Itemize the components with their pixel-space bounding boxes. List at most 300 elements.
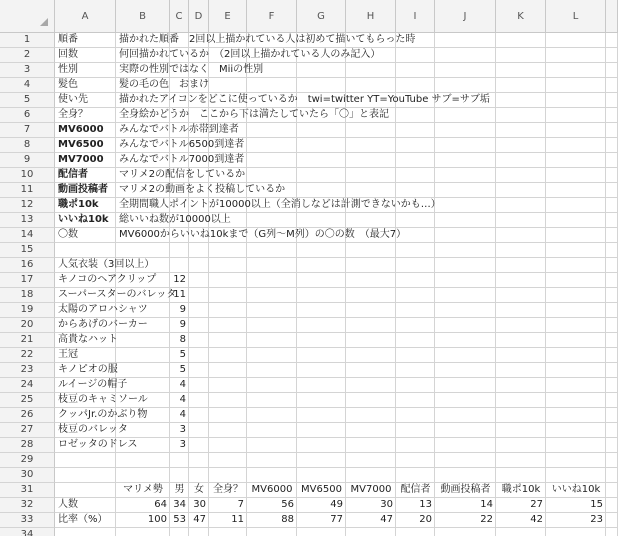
grid-cell[interactable] (189, 528, 209, 536)
row-header[interactable]: 32 (0, 498, 55, 513)
grid-cell[interactable] (189, 258, 209, 273)
grid-cell[interactable] (546, 153, 606, 168)
grid-cell[interactable] (435, 183, 496, 198)
row-header[interactable]: 25 (0, 393, 55, 408)
grid-cell[interactable] (209, 438, 247, 453)
cell-a-label: 配信者 (58, 169, 88, 180)
grid-cell[interactable] (297, 183, 346, 198)
grid-cell[interactable] (435, 393, 496, 408)
grid-cell[interactable] (209, 258, 247, 273)
row-header[interactable]: 5 (0, 93, 55, 108)
grid-cell[interactable] (435, 423, 496, 438)
grid-cell[interactable] (546, 33, 606, 48)
stats-ratio: 47 (193, 514, 206, 525)
grid-cell[interactable] (247, 273, 297, 288)
grid-cell[interactable] (396, 393, 435, 408)
row-header[interactable]: 30 (0, 468, 55, 483)
grid-cell[interactable] (396, 153, 435, 168)
grid-cell[interactable] (209, 423, 247, 438)
row-header[interactable]: 9 (0, 153, 55, 168)
grid-cell[interactable] (346, 528, 396, 536)
grid-cell[interactable] (247, 453, 297, 468)
grid-cell[interactable] (297, 528, 346, 536)
grid-cell[interactable] (396, 453, 435, 468)
row-header[interactable]: 28 (0, 438, 55, 453)
column-header-h[interactable]: H (346, 0, 396, 33)
grid-cell[interactable] (189, 318, 209, 333)
grid-cell[interactable] (209, 528, 247, 536)
grid-cell[interactable] (496, 303, 546, 318)
grid-cell[interactable] (297, 213, 346, 228)
grid-cell[interactable] (396, 168, 435, 183)
row-header[interactable]: 18 (0, 288, 55, 303)
grid-cell[interactable] (297, 378, 346, 393)
grid-cell[interactable] (346, 468, 396, 483)
grid-cell[interactable] (170, 258, 189, 273)
grid-cell[interactable] (209, 348, 247, 363)
cell-a-label: 枝豆のキャミソール (58, 394, 148, 405)
row-header[interactable]: 27 (0, 423, 55, 438)
grid-cell[interactable] (496, 438, 546, 453)
row-header[interactable]: 6 (0, 108, 55, 123)
row-header[interactable]: 34 (0, 528, 55, 536)
grid-cell[interactable] (496, 63, 546, 78)
grid-cell[interactable] (546, 393, 606, 408)
grid-cell[interactable] (170, 243, 189, 258)
grid-cell[interactable] (116, 243, 170, 258)
grid-cell[interactable] (435, 303, 496, 318)
grid-cell[interactable] (209, 303, 247, 318)
grid-cell[interactable] (189, 333, 209, 348)
grid-cell[interactable] (546, 93, 606, 108)
grid-cell[interactable] (189, 408, 209, 423)
grid-cell[interactable] (297, 63, 346, 78)
grid-cell[interactable] (247, 243, 297, 258)
grid-cell[interactable] (297, 243, 346, 258)
grid-cell[interactable] (496, 213, 546, 228)
grid-cell[interactable] (496, 33, 546, 48)
grid-cell[interactable] (297, 288, 346, 303)
grid-cell[interactable] (396, 303, 435, 318)
stats-ratio: 53 (173, 514, 186, 525)
grid-cell[interactable] (247, 438, 297, 453)
grid-cell[interactable] (247, 423, 297, 438)
grid-cell[interactable] (297, 423, 346, 438)
grid-cell[interactable] (546, 108, 606, 123)
grid-cell[interactable] (297, 333, 346, 348)
grid-cell[interactable] (496, 363, 546, 378)
grid-cell[interactable] (297, 393, 346, 408)
grid-cell[interactable] (546, 363, 606, 378)
column-header-a[interactable]: A (55, 0, 116, 33)
grid-cell[interactable] (435, 318, 496, 333)
grid-cell[interactable] (496, 393, 546, 408)
grid-cell[interactable] (396, 378, 435, 393)
grid-cell[interactable] (346, 63, 396, 78)
grid-cell[interactable] (346, 438, 396, 453)
grid-cell[interactable] (435, 48, 496, 63)
grid-cell[interactable] (247, 378, 297, 393)
grid-cell[interactable] (346, 363, 396, 378)
grid-cell[interactable] (116, 348, 170, 363)
grid-cell[interactable] (346, 78, 396, 93)
grid-cell[interactable] (346, 213, 396, 228)
grid-cell[interactable] (396, 438, 435, 453)
grid-cell[interactable] (247, 138, 297, 153)
grid-cell[interactable] (435, 288, 496, 303)
grid-cell[interactable] (496, 423, 546, 438)
row-header[interactable]: 19 (0, 303, 55, 318)
column-header-c[interactable]: C (170, 0, 189, 33)
grid-cell[interactable] (496, 93, 546, 108)
grid-cell[interactable] (346, 138, 396, 153)
grid-cell[interactable] (396, 123, 435, 138)
grid-cell[interactable] (297, 468, 346, 483)
column-header-b[interactable]: B (116, 0, 170, 33)
column-header-f[interactable]: F (247, 0, 297, 33)
grid-cell[interactable] (189, 438, 209, 453)
grid-cell[interactable] (496, 228, 546, 243)
grid-cell[interactable] (55, 468, 116, 483)
grid-cell[interactable] (496, 168, 546, 183)
row-header[interactable]: 15 (0, 243, 55, 258)
grid-cell[interactable] (546, 348, 606, 363)
grid-cell[interactable] (247, 123, 297, 138)
cell-a-label: 使い先 (58, 94, 88, 105)
column-header-i[interactable]: I (396, 0, 435, 33)
grid-cell[interactable] (435, 348, 496, 363)
row-header[interactable]: 31 (0, 483, 55, 498)
row-header[interactable]: 11 (0, 183, 55, 198)
grid-cell[interactable] (396, 318, 435, 333)
row-header[interactable]: 12 (0, 198, 55, 213)
grid-cell[interactable] (435, 438, 496, 453)
grid-cell[interactable] (546, 468, 606, 483)
grid-cell[interactable] (546, 138, 606, 153)
grid-cell[interactable] (209, 288, 247, 303)
grid-cell[interactable] (435, 333, 496, 348)
grid-cell[interactable] (247, 363, 297, 378)
grid-cell[interactable] (247, 303, 297, 318)
grid-cell[interactable] (546, 198, 606, 213)
grid-cell[interactable] (496, 198, 546, 213)
grid-cell[interactable] (496, 78, 546, 93)
grid-cell[interactable] (346, 183, 396, 198)
grid-cell[interactable] (546, 273, 606, 288)
column-header-e[interactable]: E (209, 0, 247, 33)
grid-cell[interactable] (55, 528, 116, 536)
grid-cell[interactable] (496, 288, 546, 303)
grid-cell[interactable] (435, 273, 496, 288)
grid-cell[interactable] (346, 318, 396, 333)
grid-cell[interactable] (435, 33, 496, 48)
grid-cell[interactable] (189, 288, 209, 303)
stats-ratio: 77 (330, 514, 343, 525)
grid-cell[interactable] (496, 468, 546, 483)
grid-cell[interactable] (546, 303, 606, 318)
grid-cell[interactable] (189, 453, 209, 468)
grid-cell[interactable] (496, 153, 546, 168)
grid-cell[interactable] (209, 393, 247, 408)
grid-cell[interactable] (396, 138, 435, 153)
row-header[interactable]: 29 (0, 453, 55, 468)
grid-cell[interactable] (396, 423, 435, 438)
grid-cell[interactable] (209, 273, 247, 288)
grid-cell[interactable] (346, 408, 396, 423)
grid-cell[interactable] (546, 183, 606, 198)
row-header[interactable]: 1 (0, 33, 55, 48)
grid-cell[interactable] (209, 333, 247, 348)
grid-cell[interactable] (346, 378, 396, 393)
grid-cell[interactable] (546, 228, 606, 243)
grid-cell[interactable] (396, 48, 435, 63)
grid-cell[interactable] (546, 288, 606, 303)
grid-cell[interactable] (247, 258, 297, 273)
grid-cell[interactable] (435, 123, 496, 138)
grid-cell[interactable] (116, 363, 170, 378)
grid-cell[interactable] (297, 168, 346, 183)
grid-cell[interactable] (346, 168, 396, 183)
grid-cell[interactable] (435, 363, 496, 378)
grid-cell[interactable] (247, 213, 297, 228)
grid-cell[interactable] (496, 48, 546, 63)
grid-cell[interactable] (396, 408, 435, 423)
grid-cell[interactable] (496, 183, 546, 198)
grid-cell[interactable] (396, 108, 435, 123)
row-header[interactable]: 8 (0, 138, 55, 153)
grid-cell[interactable] (209, 318, 247, 333)
grid-cell[interactable] (116, 528, 170, 536)
grid-cell[interactable] (297, 123, 346, 138)
grid-cell[interactable] (346, 303, 396, 318)
grid-cell-filler (606, 123, 618, 138)
grid-cell[interactable] (496, 378, 546, 393)
grid-cell[interactable] (435, 198, 496, 213)
select-all-corner[interactable] (0, 0, 55, 33)
grid-cell[interactable] (346, 453, 396, 468)
row-header[interactable]: 33 (0, 513, 55, 528)
grid-cell[interactable] (546, 258, 606, 273)
grid-cell[interactable] (435, 78, 496, 93)
grid-cell[interactable] (496, 453, 546, 468)
grid-cell[interactable] (247, 408, 297, 423)
grid-cell[interactable] (396, 63, 435, 78)
column-header-l[interactable]: L (546, 0, 606, 33)
grid-cell[interactable] (189, 363, 209, 378)
grid-cell[interactable] (189, 468, 209, 483)
grid-cell[interactable] (346, 258, 396, 273)
grid-cell[interactable] (496, 243, 546, 258)
grid-cell[interactable] (435, 153, 496, 168)
grid-cell[interactable] (189, 423, 209, 438)
grid-cell[interactable] (496, 528, 546, 536)
grid-cell[interactable] (546, 63, 606, 78)
grid-cell[interactable] (55, 453, 116, 468)
grid-cell[interactable] (546, 438, 606, 453)
grid-cell[interactable] (170, 528, 189, 536)
row-header[interactable]: 13 (0, 213, 55, 228)
grid-cell[interactable] (297, 78, 346, 93)
row-header[interactable]: 10 (0, 168, 55, 183)
grid-cell[interactable] (189, 273, 209, 288)
grid-cell[interactable] (546, 453, 606, 468)
column-header-k[interactable]: K (496, 0, 546, 33)
grid-cell[interactable] (209, 78, 247, 93)
grid-cell[interactable] (189, 378, 209, 393)
row-header[interactable]: 21 (0, 333, 55, 348)
grid-cell[interactable] (346, 273, 396, 288)
column-header-d[interactable]: D (189, 0, 209, 33)
grid-cell[interactable] (346, 348, 396, 363)
grid-cell[interactable] (346, 393, 396, 408)
grid-cell[interactable] (297, 138, 346, 153)
grid-cell[interactable] (209, 363, 247, 378)
row-header[interactable]: 26 (0, 408, 55, 423)
grid-cell[interactable] (396, 468, 435, 483)
grid-cell[interactable] (189, 243, 209, 258)
grid-cell[interactable] (247, 348, 297, 363)
grid-cell[interactable] (297, 408, 346, 423)
grid-cell[interactable] (297, 258, 346, 273)
grid-cell[interactable] (297, 273, 346, 288)
grid-cell[interactable] (435, 213, 496, 228)
grid-cell[interactable] (247, 318, 297, 333)
grid-cell[interactable] (546, 123, 606, 138)
grid-cell[interactable] (435, 258, 496, 273)
grid-cell[interactable] (546, 318, 606, 333)
row-header[interactable]: 7 (0, 123, 55, 138)
grid-cell[interactable] (546, 168, 606, 183)
grid-cell[interactable] (247, 78, 297, 93)
grid-cell[interactable] (396, 528, 435, 536)
grid-cell[interactable] (346, 123, 396, 138)
grid-cell[interactable] (396, 333, 435, 348)
grid-cell[interactable] (297, 303, 346, 318)
grid-cell[interactable] (247, 393, 297, 408)
row-header[interactable]: 20 (0, 318, 55, 333)
grid-cell[interactable] (189, 303, 209, 318)
row-header[interactable]: 16 (0, 258, 55, 273)
row-header[interactable]: 24 (0, 378, 55, 393)
grid-cell[interactable] (546, 408, 606, 423)
grid-cell[interactable] (297, 153, 346, 168)
grid-cell[interactable] (116, 468, 170, 483)
row-header[interactable]: 23 (0, 363, 55, 378)
grid-cell[interactable] (55, 483, 116, 498)
grid-cell[interactable] (396, 348, 435, 363)
row-header[interactable]: 22 (0, 348, 55, 363)
grid-cell[interactable] (496, 138, 546, 153)
column-header-g[interactable]: G (297, 0, 346, 33)
grid-cell[interactable] (209, 453, 247, 468)
grid-cell[interactable] (346, 243, 396, 258)
grid-cell[interactable] (435, 243, 496, 258)
grid-cell[interactable] (435, 108, 496, 123)
grid-cell[interactable] (297, 438, 346, 453)
grid-cell[interactable] (546, 78, 606, 93)
grid-cell[interactable] (116, 453, 170, 468)
grid-cell[interactable] (546, 333, 606, 348)
grid-cell[interactable] (546, 48, 606, 63)
grid-cell[interactable] (435, 138, 496, 153)
grid-cell[interactable] (435, 528, 496, 536)
grid-cell[interactable] (396, 273, 435, 288)
grid-cell[interactable] (396, 288, 435, 303)
grid-cell[interactable] (189, 393, 209, 408)
grid-cell[interactable] (396, 258, 435, 273)
grid-cell[interactable] (396, 243, 435, 258)
grid-cell[interactable] (346, 333, 396, 348)
grid-cell[interactable] (297, 453, 346, 468)
row-header[interactable]: 3 (0, 63, 55, 78)
grid-cell[interactable] (297, 363, 346, 378)
grid-cell[interactable] (435, 468, 496, 483)
grid-cell[interactable] (496, 258, 546, 273)
grid-cell[interactable] (496, 408, 546, 423)
column-header-j[interactable]: J (435, 0, 496, 33)
row-header[interactable]: 14 (0, 228, 55, 243)
grid-cell[interactable] (546, 378, 606, 393)
grid-cell[interactable] (546, 243, 606, 258)
grid-cell[interactable] (396, 363, 435, 378)
grid-cell[interactable] (247, 168, 297, 183)
grid-cell[interactable] (247, 288, 297, 303)
grid-cell[interactable] (189, 348, 209, 363)
grid-cell[interactable] (346, 288, 396, 303)
grid-cell[interactable] (247, 153, 297, 168)
grid-cell[interactable] (546, 528, 606, 536)
grid-cell[interactable] (170, 453, 189, 468)
grid-cell[interactable] (247, 528, 297, 536)
grid-cell[interactable] (435, 408, 496, 423)
grid-cell[interactable] (297, 318, 346, 333)
grid-cell[interactable] (496, 348, 546, 363)
grid-cell[interactable] (170, 468, 189, 483)
grid-cell[interactable] (209, 468, 247, 483)
grid-cell[interactable] (116, 333, 170, 348)
grid-cell[interactable] (435, 63, 496, 78)
grid-cell[interactable] (435, 453, 496, 468)
row-header[interactable]: 4 (0, 78, 55, 93)
row-header[interactable]: 2 (0, 48, 55, 63)
grid-cell[interactable] (247, 468, 297, 483)
grid-cell[interactable] (496, 123, 546, 138)
row-header[interactable]: 17 (0, 273, 55, 288)
grid-cell[interactable] (209, 378, 247, 393)
grid-cell[interactable] (496, 108, 546, 123)
grid-cell[interactable] (396, 183, 435, 198)
grid-cell[interactable] (396, 78, 435, 93)
grid-cell[interactable] (435, 168, 496, 183)
grid-cell[interactable] (247, 333, 297, 348)
grid-cell[interactable] (396, 213, 435, 228)
grid-cell[interactable] (496, 318, 546, 333)
grid-cell[interactable] (496, 333, 546, 348)
grid-cell[interactable] (496, 273, 546, 288)
grid-cell[interactable] (297, 348, 346, 363)
stats-count: 13 (419, 499, 432, 510)
grid-cell[interactable] (346, 153, 396, 168)
grid-cell[interactable] (435, 378, 496, 393)
grid-cell[interactable] (209, 243, 247, 258)
grid-cell[interactable] (209, 408, 247, 423)
stats-ratio: 42 (530, 514, 543, 525)
grid-cell[interactable] (346, 423, 396, 438)
grid-cell[interactable] (546, 423, 606, 438)
grid-cell[interactable] (435, 228, 496, 243)
grid-cell[interactable] (55, 243, 116, 258)
grid-cell[interactable] (546, 213, 606, 228)
